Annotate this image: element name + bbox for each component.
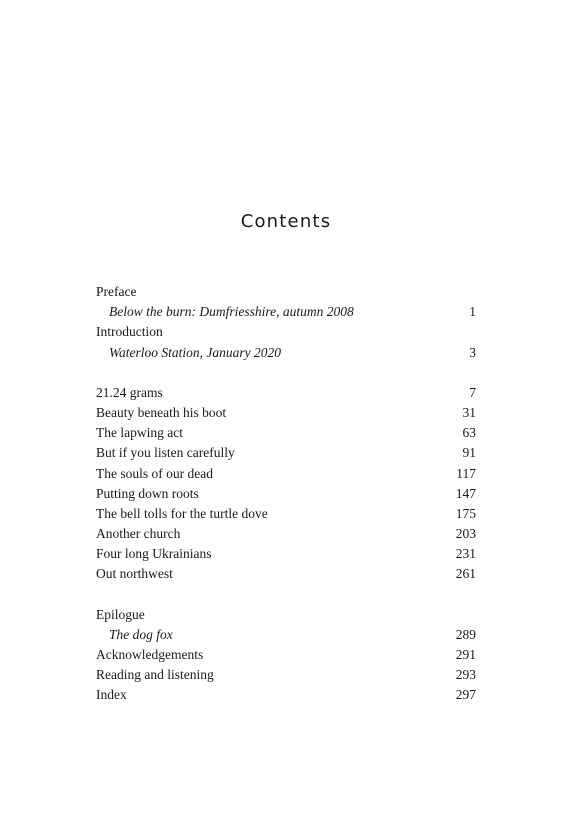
toc-entry-label: Waterloo Station, January 2020 (109, 344, 281, 360)
toc-entry (96, 282, 476, 302)
toc-entry-label: Another church (96, 526, 181, 542)
toc-entry-label: 21.24 grams (96, 384, 163, 400)
toc-entry-page: 117 (456, 465, 476, 481)
table-of-contents (96, 282, 476, 706)
toc-entry (96, 322, 476, 342)
toc-entry-label: The souls of our dead (96, 465, 213, 481)
toc-entry-page: 261 (455, 566, 476, 582)
toc-entry-page: 63 (462, 425, 476, 441)
toc-entry-page: 31 (462, 404, 476, 420)
toc-entry-page: 289 (455, 626, 476, 642)
toc-entry-label: Four long Ukrainians (96, 546, 212, 562)
toc-entry-label: Introduction (96, 324, 163, 340)
toc-entry (96, 302, 476, 322)
toc-entry-page: 147 (455, 485, 476, 501)
toc-entry-page: 1 (469, 304, 476, 320)
toc-entry-page: 203 (455, 526, 476, 542)
toc-entry (96, 524, 476, 544)
toc-entry (96, 645, 476, 665)
toc-entry-label: Epilogue (96, 606, 145, 622)
toc-entry-label: But if you listen carefully (96, 445, 235, 461)
toc-entry (96, 443, 476, 463)
toc-entry-label: Reading and listening (96, 667, 214, 683)
toc-entry-page: 7 (469, 384, 476, 400)
toc-entry-label: Preface (96, 284, 137, 299)
toc-entry-page: 91 (462, 445, 476, 461)
toc-entry (96, 564, 476, 584)
toc-entry (96, 544, 476, 564)
toc-entry-label: Beauty beneath his boot (96, 404, 227, 420)
toc-entry-page: 297 (455, 687, 476, 703)
toc-entry-label: Index (96, 687, 127, 703)
toc-entry-label: The bell tolls for the turtle dove (96, 505, 268, 521)
toc-group-chapters (96, 383, 476, 585)
toc-entry (96, 625, 476, 645)
toc-entry (96, 605, 476, 625)
page-title: Contents (240, 211, 332, 233)
toc-entry-page: 175 (455, 505, 476, 521)
toc-entry (96, 504, 476, 524)
toc-entry-label: Below the burn: Dumfriesshire, autumn 2008 (109, 304, 354, 320)
toc-entry-label: The lapwing act (96, 425, 183, 441)
toc-entry-label: The dog fox (109, 626, 173, 642)
toc-group-back-matter (96, 605, 476, 706)
toc-group-front-matter (96, 282, 476, 363)
toc-entry (96, 383, 476, 403)
toc-entry (96, 403, 476, 423)
toc-entry-page: 293 (455, 667, 476, 683)
toc-entry-label: Putting down roots (96, 485, 199, 501)
toc-entry (96, 665, 476, 685)
toc-entry-label: Acknowledgements (96, 647, 204, 662)
toc-entry (96, 685, 476, 705)
toc-entry (96, 464, 476, 484)
toc-entry (96, 484, 476, 504)
toc-entry (96, 343, 476, 363)
toc-entry-page: 231 (455, 546, 476, 562)
toc-entry (96, 423, 476, 443)
toc-entry-page: 3 (469, 344, 476, 360)
toc-entry-page: 291 (455, 647, 476, 662)
toc-entry-label: Out northwest (96, 566, 173, 582)
